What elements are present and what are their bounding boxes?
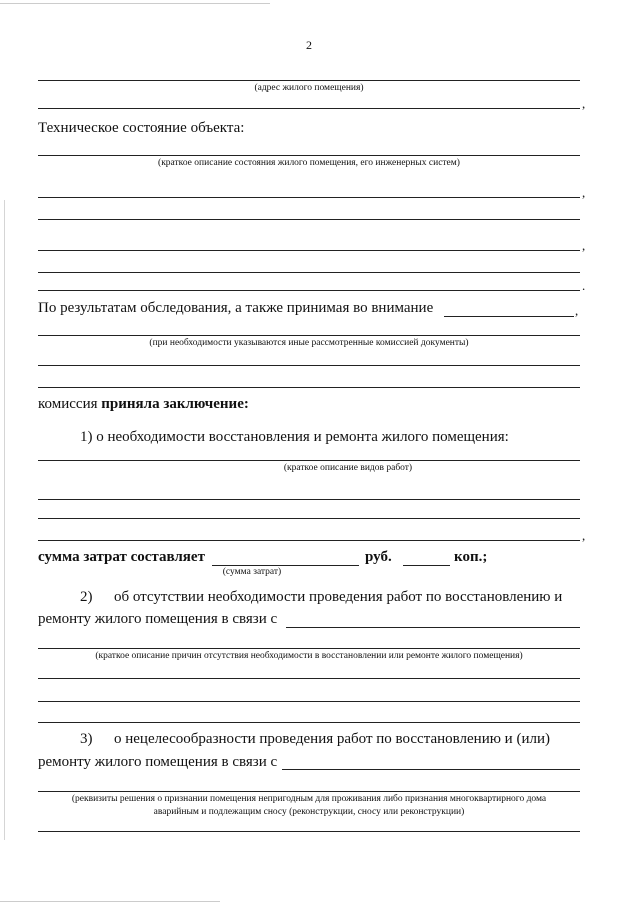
tech-state-comma-2: , bbox=[582, 238, 586, 253]
item2-line-2 bbox=[38, 678, 580, 679]
address-caption: (адрес жилого помещения) bbox=[254, 83, 364, 93]
item1-line-2 bbox=[38, 499, 580, 500]
item2-line1-text: об отсутствии необходимости проведения работ по восстановлению и bbox=[114, 589, 563, 605]
sum-rub: руб. bbox=[365, 549, 392, 565]
sum-amount-line bbox=[212, 565, 359, 566]
item2-line-3 bbox=[38, 701, 580, 702]
address-comma: , bbox=[582, 96, 586, 111]
item3-line2-text: ремонту жилого помещения в связи с bbox=[38, 754, 278, 770]
conclusion-suffix: : bbox=[243, 396, 249, 412]
results-inline-line bbox=[444, 316, 574, 317]
item1-caption: (краткое описание видов работ) bbox=[283, 463, 413, 473]
item3-caption-line-2: аварийным и подлежащим сносу (реконструкции, сносу или реконструкции) bbox=[153, 807, 465, 817]
sum-caption: (сумма затрат) bbox=[222, 567, 282, 577]
conclusion-heading bbox=[38, 396, 249, 413]
item2-number: 2) bbox=[80, 589, 93, 605]
scan-artifact-left-edge bbox=[4, 200, 5, 840]
item1-line-4 bbox=[38, 540, 580, 541]
results-caption: (при необходимости указываются иные рассмотренные комиссией документы) bbox=[149, 338, 469, 348]
tech-state-line-6 bbox=[38, 290, 580, 291]
tech-state-line-5 bbox=[38, 272, 580, 273]
address-line-2 bbox=[38, 108, 580, 109]
item2-caption: (краткое описание причин отсутствия необходимости в восстановлении или ремонте жилого помещения) bbox=[95, 651, 523, 661]
item2-line-4 bbox=[38, 722, 580, 723]
tech-state-line-2 bbox=[38, 197, 580, 198]
tech-state-line-4 bbox=[38, 250, 580, 251]
item3-line-2 bbox=[38, 831, 580, 832]
results-comma: , bbox=[575, 303, 579, 318]
item1-line-1 bbox=[38, 460, 580, 461]
results-line-1 bbox=[38, 335, 580, 336]
item1-comma: , bbox=[582, 528, 586, 543]
page-number: 2 bbox=[306, 38, 312, 52]
item1-line-3 bbox=[38, 518, 580, 519]
sum-kop-line bbox=[403, 565, 450, 566]
item3-inline-line bbox=[282, 769, 580, 770]
conclusion-prefix: комиссия bbox=[38, 396, 102, 412]
tech-state-line-3 bbox=[38, 219, 580, 220]
conclusion-bold: приняла заключение bbox=[101, 396, 244, 412]
item1-text: 1) о необходимости восстановления и ремонта жилого помещения: bbox=[80, 429, 509, 445]
results-line-2 bbox=[38, 365, 580, 366]
item3-line1-text: о нецелесообразности проведения работ по восстановлению и (или) bbox=[114, 731, 550, 747]
item3-caption-line-1: (реквизиты решения о признании помещения непригодным для проживания либо признания многоквартирного дома bbox=[71, 794, 547, 804]
sum-kop: коп.; bbox=[454, 549, 488, 565]
results-lead-text: По результатам обследования, а также принимая во внимание bbox=[38, 300, 434, 316]
sum-label: сумма затрат составляет bbox=[38, 549, 205, 565]
tech-state-caption: (краткое описание состояния жилого помещения, его инженерных систем) bbox=[158, 158, 460, 168]
item3-line-1 bbox=[38, 791, 580, 792]
tech-state-comma-1: , bbox=[582, 185, 586, 200]
address-line-1 bbox=[38, 80, 580, 81]
tech-state-heading: Техническое состояние объекта: bbox=[38, 120, 245, 136]
tech-state-line-1 bbox=[38, 155, 580, 156]
item3-number: 3) bbox=[80, 731, 93, 747]
scan-artifact-top bbox=[0, 3, 270, 4]
item2-inline-line bbox=[286, 627, 580, 628]
tech-state-period: . bbox=[582, 278, 586, 293]
results-line-3 bbox=[38, 387, 580, 388]
item2-line2-text: ремонту жилого помещения в связи с bbox=[38, 611, 278, 627]
scan-artifact-bottom bbox=[0, 901, 220, 902]
item2-line-1 bbox=[38, 648, 580, 649]
